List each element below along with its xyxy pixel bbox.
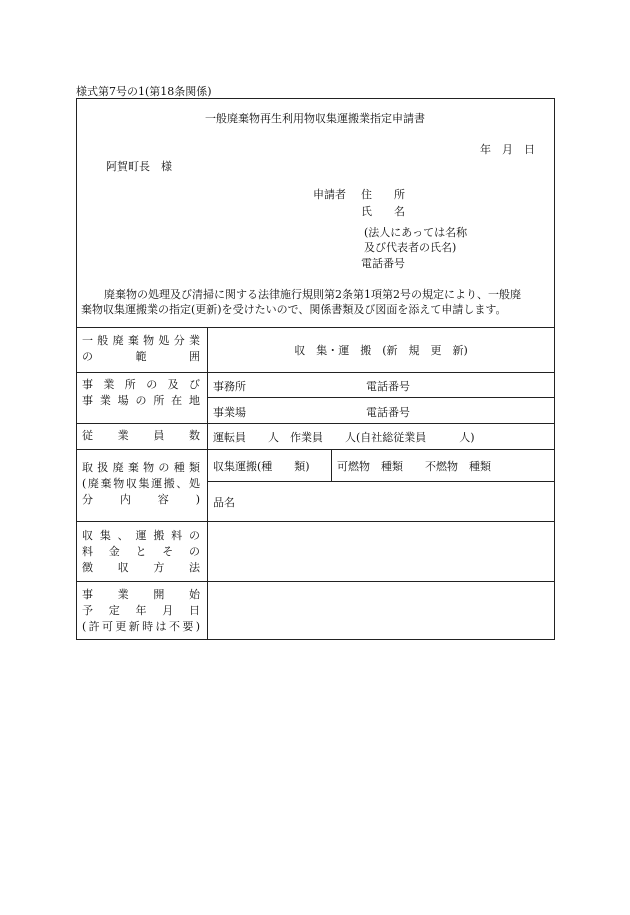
row-divider	[76, 581, 555, 582]
site-label: 事業場	[213, 406, 246, 419]
column-divider	[207, 327, 208, 640]
addressee: 阿賀町長 様	[106, 160, 172, 173]
row-divider	[207, 397, 555, 398]
row-divider	[76, 372, 555, 373]
statement-line-1: 廃棄物の処理及び清掃に関する法律施行規則第2条第1項第2号の規定により、一般廃	[104, 288, 521, 301]
waste-types-label: 可燃物 種類 不燃物 種類	[337, 460, 491, 473]
column-divider	[331, 449, 332, 481]
fee-label	[82, 528, 200, 576]
product-name-label: 品名	[213, 496, 235, 509]
waste-type-label-line-1: 取扱廃棄物の種類	[82, 461, 200, 474]
applicant-address-label: 住 所	[361, 188, 405, 201]
start-date-label	[82, 587, 200, 635]
applicant-name-label: 氏 名	[361, 205, 405, 218]
document-title: 一般廃棄物再生利用物収集運搬業指定申請書	[205, 112, 425, 125]
scope-label-line-2: の 範 囲	[82, 350, 200, 363]
location-label	[82, 377, 200, 409]
staff-value: 運転員 人 作業員 人(自社総従業員 人)	[213, 431, 475, 444]
corporate-note-line-2: 及び代表者の氏名)	[364, 241, 457, 254]
start-date-label-line-1: 事業開始	[82, 588, 200, 601]
row-divider	[76, 521, 555, 522]
applicant-phone-label: 電話番号	[361, 257, 405, 270]
waste-kind-label: 収集運搬(種 類)	[213, 460, 310, 473]
fee-label-line-2: 料金とその	[82, 545, 200, 558]
office-label: 事務所	[213, 380, 246, 393]
row-divider	[207, 481, 555, 482]
site-phone-label: 電話番号	[366, 406, 410, 419]
start-date-label-line-2: 予定年月日	[82, 604, 200, 617]
location-label-line-2: 事業場の所在地	[82, 394, 200, 407]
scope-label	[82, 333, 200, 365]
row-divider	[76, 423, 555, 424]
applicant-label: 申請者	[313, 188, 346, 201]
row-divider	[76, 449, 555, 450]
office-phone-label: 電話番号	[366, 380, 410, 393]
staff-label-text: 従業員数	[82, 429, 200, 442]
scope-label-line-1: 一般廃棄物処分業	[82, 334, 200, 347]
table-top-border	[76, 327, 555, 328]
waste-type-label	[82, 460, 200, 508]
fee-label-line-3: 徴収方法	[82, 561, 200, 574]
location-label-line-1: 事業所の及び	[82, 378, 200, 391]
statement-line-2: 棄物収集運搬業の指定(更新)を受けたいので、関係書類及び図面を添えて申請します。	[81, 303, 507, 316]
corporate-note-line-1: (法人にあっては名称	[364, 226, 468, 239]
waste-type-label-line-3: 分 内 容 )	[82, 493, 200, 506]
date-line: 年 月 日	[480, 143, 535, 156]
form-number: 様式第7号の1(第18条関係)	[76, 85, 212, 98]
start-date-label-line-3: (許可更新時は不要)	[82, 620, 200, 633]
scope-value: 収 集・運 搬 (新 規 更 新)	[294, 344, 468, 357]
staff-label	[82, 428, 200, 444]
waste-type-label-line-2: (廃棄物収集運搬、処	[82, 477, 200, 490]
fee-label-line-1: 収集、運搬料の	[82, 529, 200, 542]
